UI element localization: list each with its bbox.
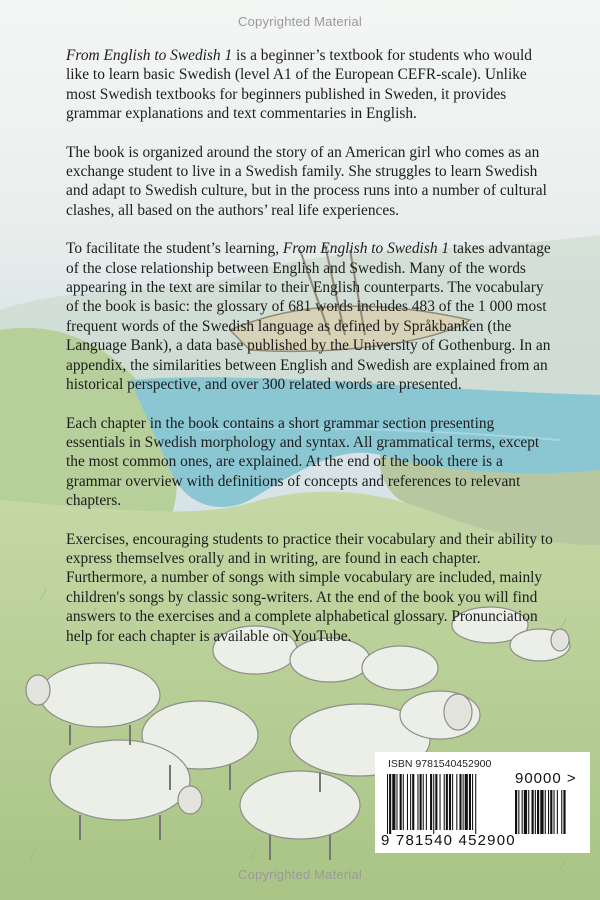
- barcode-addon-bar: [540, 790, 543, 834]
- barcode-addon-bar: [537, 790, 539, 834]
- copyright-watermark-top: Copyrighted Material: [238, 14, 362, 29]
- barcode-bar: [417, 774, 418, 830]
- barcode-addon-bar: [554, 790, 555, 834]
- barcode-bar: [423, 774, 424, 830]
- barcode-bar: [472, 774, 473, 830]
- description-paragraph-2: The book is organized around the story of an American girl who comes as an exchange student to live in a Swedish family. She struggles to learn Swedish and adapt to Swedish culture, but in the process runs into a number of cultural clashes, all based on the authors’ real life experiences.: [66, 143, 547, 219]
- description-paragraph-3: [66, 239, 556, 394]
- barcode-addon-bar: [522, 790, 523, 834]
- barcode-addon-bar: [550, 790, 552, 834]
- barcode-bar: [407, 774, 408, 830]
- barcode-addon-bar: [563, 790, 565, 834]
- barcode-bar: [475, 774, 476, 834]
- book-description: [66, 46, 556, 665]
- isbn-digits: 9 781540 452900: [381, 832, 516, 849]
- barcode-bar: [400, 774, 402, 830]
- description-paragraph-5: Exercises, encouraging students to practice their vocabulary and their ability to express themselves orally and in writing, are found in each chapter. Furthermore, a number of songs with simple vocabulary are included, mainly children's songs by classic song-writers. At the end of the book you will find answers to the exercises and a complete alphabetical glossary. Pronunciation help for each chapter is available on YouTube.: [66, 530, 553, 645]
- barcode-bar: [396, 774, 397, 830]
- barcode-bar: [440, 774, 441, 830]
- barcode-bar: [444, 774, 445, 830]
- book-title: From English to Swedish 1: [66, 47, 233, 64]
- barcode-bar: [403, 774, 404, 830]
- barcode-bar: [456, 774, 457, 830]
- isbn-label: ISBN 9781540452900: [388, 758, 492, 770]
- paragraph-text: is a beginner’s textbook for students who would like to learn basic Swedish (level A1 of the European CEFR-scale). Unlike most Swedish textbooks for beginners published in Sweden, it provides grammar explanations and text commentaries in English.: [66, 47, 532, 123]
- barcode-bar: [387, 774, 388, 834]
- barcode-bar: [449, 774, 451, 830]
- barcode-bar: [435, 774, 437, 830]
- barcode-bar: [426, 774, 427, 830]
- price-code: 90000 >: [515, 770, 577, 787]
- barcode-bar: [446, 774, 448, 830]
- barcode-bar: [430, 774, 432, 830]
- barcode-addon-bar: [548, 790, 549, 834]
- barcode-addon-bar: [535, 790, 536, 834]
- barcode-addon-bar: [528, 790, 529, 834]
- barcode-bar: [465, 774, 468, 830]
- book-title: From English to Swedish 1: [282, 240, 450, 258]
- barcode-bar: [410, 774, 411, 830]
- barcode-bar: [420, 774, 422, 830]
- paragraph-text: To facilitate the student’s learning,: [66, 240, 283, 258]
- barcode-addon-bar: [561, 790, 562, 834]
- copyright-watermark-bottom: Copyrighted Material: [238, 867, 362, 882]
- description-paragraph-4: Each chapter in the book contains a short grammar section presenting essentials in Swedish morphology and syntax. All grammatical terms, except the most common ones, are explained. At the end of the book there is a grammar overview with definitions of concepts and references to relevant chapters.: [66, 414, 540, 510]
- barcode-bar: [433, 774, 434, 834]
- barcode-bar: [459, 774, 461, 830]
- barcode-bar: [389, 774, 391, 834]
- barcode-bar: [412, 774, 414, 830]
- isbn-barcode-box: [375, 752, 590, 853]
- barcode-addon-bar: [524, 790, 527, 834]
- barcode-addon-bar: [532, 790, 534, 834]
- paragraph-text: takes advantage of the close relationship between English and Swedish. Many of the words appearing in the text are similar to their English counterparts. The vocabulary of the book is basic: the glossary of 681 words includes 483 of the 1 000 most frequent words of the Swedish language as defined by Språkbanken (the Language Bank), a data base published by the University of Gothenburg. In an appendix, the similarities between English and Swedish are explained from an historical perspective, and over 300 related words are presented.: [66, 240, 551, 394]
- barcode-bar: [469, 774, 471, 830]
- barcode-bar: [463, 774, 464, 830]
- barcode-bar: [392, 774, 395, 830]
- barcode-addon-bar: [545, 790, 546, 834]
- barcode-addon-bar: [518, 790, 519, 834]
- barcode-bar: [452, 774, 453, 830]
- barcode-addon-bar: [557, 790, 558, 834]
- description-paragraph-1: [66, 46, 556, 124]
- barcode-addon-bar: [515, 790, 517, 834]
